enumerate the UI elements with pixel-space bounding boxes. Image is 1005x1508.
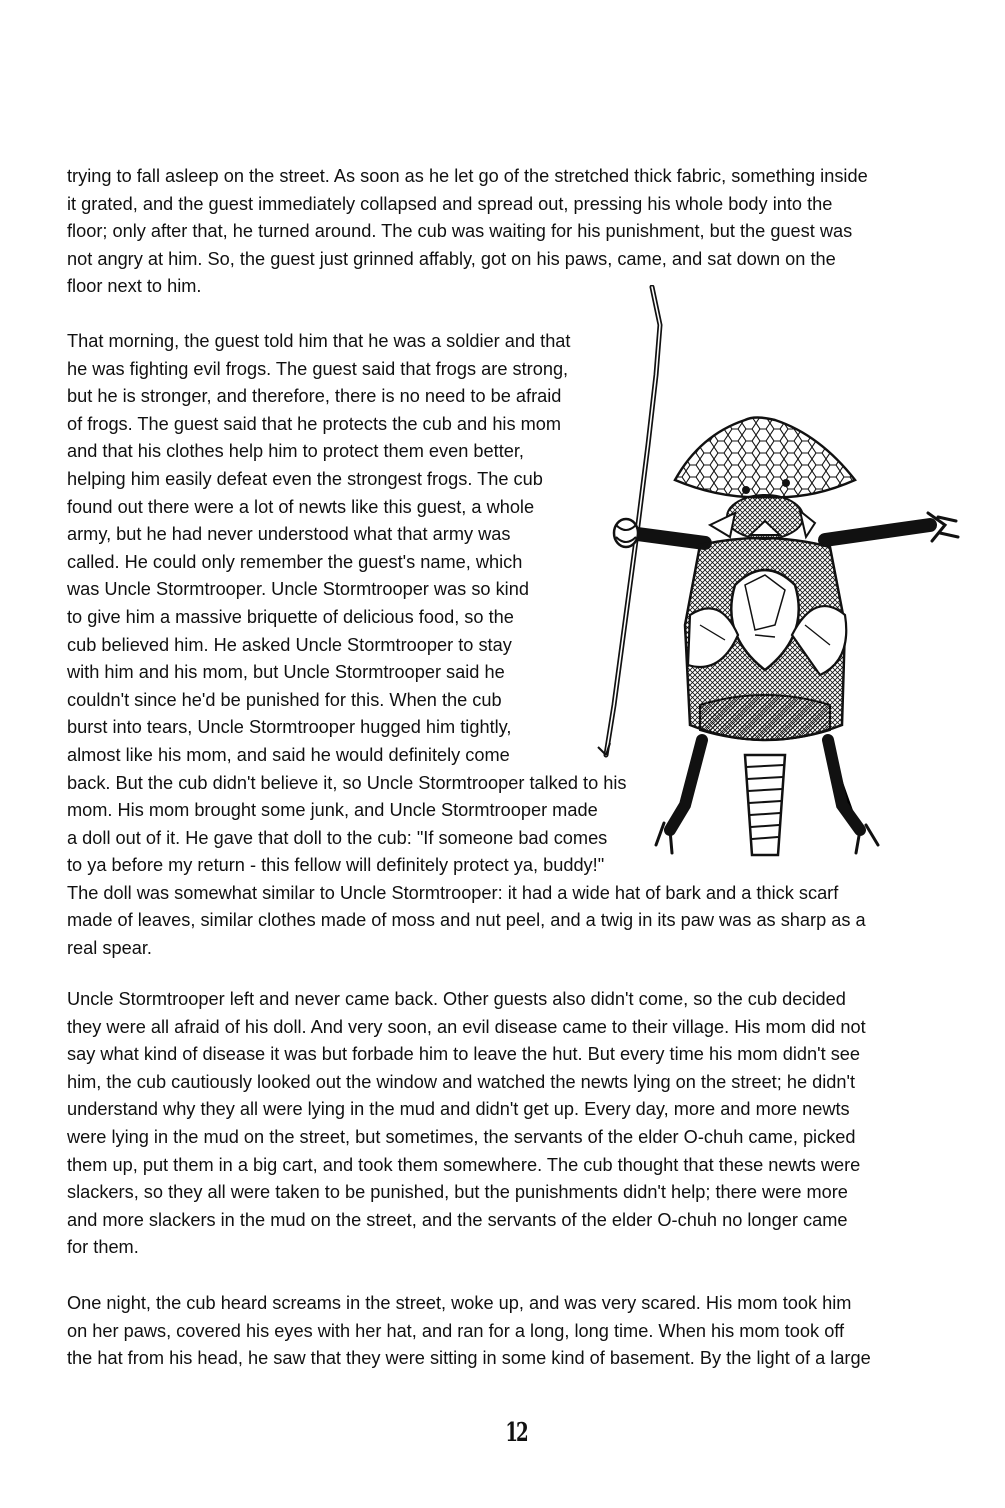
text-line: it grated, and the guest immediately collapsed and spread out, pressing his whole body into the [67,193,833,214]
paragraph-3 [67,986,866,1262]
text-line: That morning, the guest told him that he was a soldier and that [67,331,571,351]
paragraph-4 [67,1290,871,1373]
text-line: mom. His mom brought some junk, and Uncle Stormtrooper made [67,800,598,821]
text-line: cub believed him. He asked Uncle Stormtrooper to stay [67,634,512,655]
left-arm [614,519,705,547]
text-line: couldn't since he'd be punished for this. When the cub [67,689,502,710]
text-line: was Uncle Stormtrooper. Uncle Stormtrooper was so kind [67,579,529,600]
wrapped-stick [745,755,785,855]
text-line: floor next to him. [67,276,202,297]
text-line: to give him a massive briquette of delicious food, so the [67,606,514,627]
text-line: on her paws, covered his eyes with her hat, and ran for a long, long time. When his mom took off [67,1320,845,1341]
text-line: with him and his mom, but Uncle Stormtrooper said he [67,662,505,683]
text-line: almost like his mom, and said he would definitely come [67,744,510,765]
text-line: and that his clothes help him to protect them even better, [67,441,524,462]
text-line: a doll out of it. He gave that doll to the cub: "If someone bad comes [67,827,608,848]
bark-hat [675,418,855,498]
text-line: to ya before my return - this fellow will definitely protect ya, buddy!" [67,855,605,876]
paragraph-1 [67,163,868,301]
text-line: helping him easily defeat even the strongest frogs. The cub [67,468,543,489]
text-line: floor; only after that, he turned around. The cub was waiting for his punishment, but the guest was [67,221,853,242]
text-line: say what kind of disease it was but forbade him to leave the hut. But every time his mom didn't see [67,1044,861,1065]
text-line: made of leaves, similar clothes made of moss and nut peel, and a twig in its paw was as sharp as a [67,910,866,931]
leaf-scarf [710,495,815,539]
text-line: slackers, so they all were taken to be punished, but the punishments didn't help; there were more [67,1182,848,1203]
text-line: back. But the cub didn't believe it, so Uncle Stormtrooper talked to his [67,772,627,793]
text-line: army, but he had never understood what that army was [67,524,511,545]
text-line: burst into tears, Uncle Stormtrooper hugged him tightly, [67,717,512,738]
text-line: the hat from his head, he saw that they were sitting in some kind of basement. By the light of a large [67,1348,871,1369]
text-line: were lying in the mud on the street, but sometimes, the servants of the elder O-chuh came, picked [67,1126,856,1147]
text-line: and more slackers in the mud on the street, and the servants of the elder O-chuh no longer came [67,1209,848,1230]
text-line: understand why they all were lying in the mud and didn't get up. Every day, more and more newts [67,1099,850,1120]
right-arm [825,513,958,541]
text-line: he was fighting evil frogs. The guest said that frogs are strong, [67,358,569,379]
text-line: they were all afraid of his doll. And very soon, an evil disease came to their village. His mom did not [67,1016,866,1037]
text-line: of frogs. The guest said that he protects the cub and his mom [67,413,562,434]
text-line: called. He could only remember the guest's name, which [67,551,523,572]
text-line: found out there were a lot of newts like this guest, a whole [67,496,535,517]
text-line: The doll was somewhat similar to Uncle Stormtrooper: it had a wide hat of bark and a thick scarf [67,882,839,903]
text-line: but he is stronger, and therefore, there is no need to be afraid [67,386,562,407]
text-line: One night, the cub heard screams in the street, woke up, and was very scared. His mom took him [67,1293,852,1313]
text-line: real spear. [67,938,152,959]
text-line: for them. [67,1237,139,1258]
text-line: him, the cub cautiously looked out the window and watched the newts lying on the street; he didn't [67,1071,856,1092]
text-line: them up, put them in a big cart, and took them somewhere. The cub thought that these newts were [67,1154,861,1175]
text-line: not angry at him. So, the guest just grinned affably, got on his paws, came, and sat down on the [67,248,836,269]
doll-body [685,538,846,740]
text-line: trying to fall asleep on the street. As soon as he let go of the stretched thick fabric, something inside [67,166,868,186]
page-number: 12 [505,1418,527,1448]
doll-illustration [560,285,970,875]
text-line: Uncle Stormtrooper left and never came back. Other guests also didn't come, so the cub decided [67,989,846,1009]
